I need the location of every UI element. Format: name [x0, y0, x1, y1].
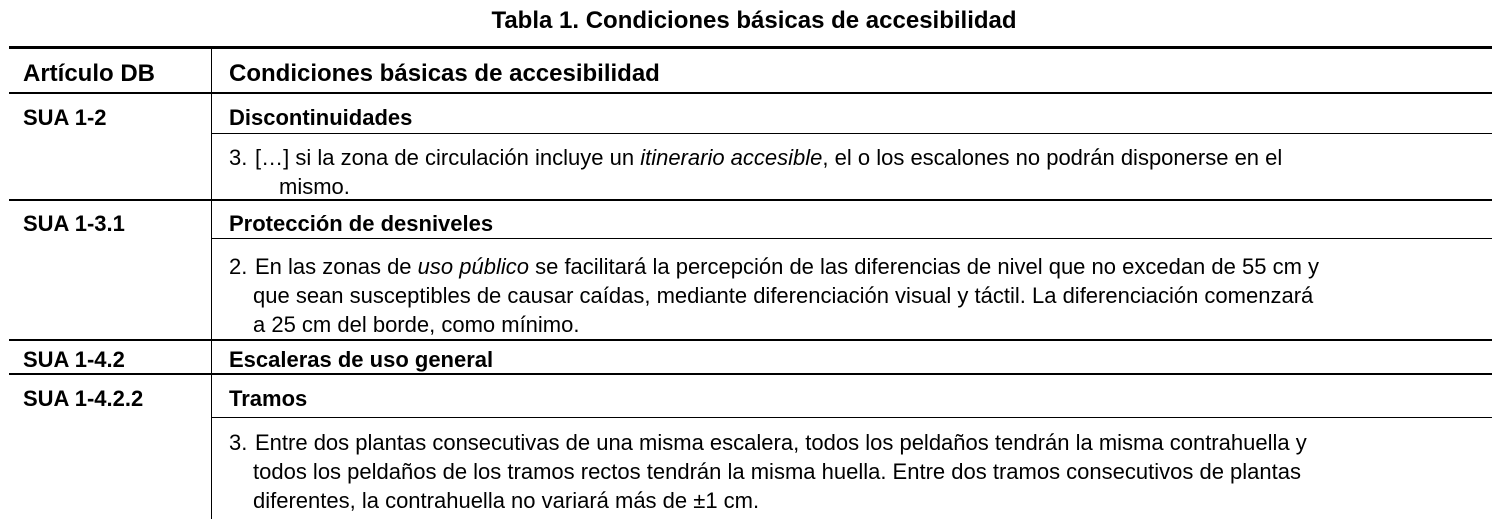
header-article-db: Artículo DB: [23, 60, 155, 87]
column-divider: [211, 49, 212, 519]
header-bottom-rule: [9, 92, 1492, 94]
row-heading: Escaleras de uso general: [229, 347, 494, 372]
header-conditions: Condiciones básicas de accesibilidad: [229, 60, 660, 87]
subrow-divider: [211, 417, 1492, 418]
article-code: SUA 1-3.1: [23, 211, 125, 236]
condition-text: 3. Entre dos plantas consecutivas de una misma escalera, todos los peldaños tendrán la misma contrahuella y todos los peldaños de los tramos rectos tendrán la misma huella. Entre dos tramos consecutivos de plantas diferentes, la contrahuella no variará más de ±1 cm.: [229, 430, 1307, 513]
condition-text: 2. En las zonas de uso público se facilitará la percepción de las diferencias de nivel que no excedan de 55 cm y que sean susceptibles de causar caídas, mediante diferenciación visual y táctil. La diferenciación comenzará a 25 cm del borde, como mínimo.: [229, 254, 1320, 337]
row-heading: Protección de desniveles: [229, 211, 494, 236]
table-title: Tabla 1. Condiciones básicas de accesibilidad: [491, 7, 1017, 34]
subrow-divider: [211, 133, 1492, 134]
row-heading: Tramos: [229, 386, 308, 411]
row-divider: [9, 339, 1492, 341]
article-code: SUA 1-4.2.2: [23, 386, 144, 411]
item-number: 3.: [229, 430, 248, 455]
article-code: SUA 1-4.2: [23, 347, 125, 372]
row-heading: Discontinuidades: [229, 105, 413, 130]
item-number: 3.: [229, 145, 248, 170]
condition-text: 3. […] si la zona de circulación incluye un itinerario accesible, el o los escalones no podrán disponerse en el mismo.: [229, 145, 1283, 199]
article-code: SUA 1-2: [23, 105, 107, 130]
subrow-divider: [211, 238, 1492, 239]
accessibility-table: [9, 46, 1492, 518]
item-number: 2.: [229, 254, 248, 279]
